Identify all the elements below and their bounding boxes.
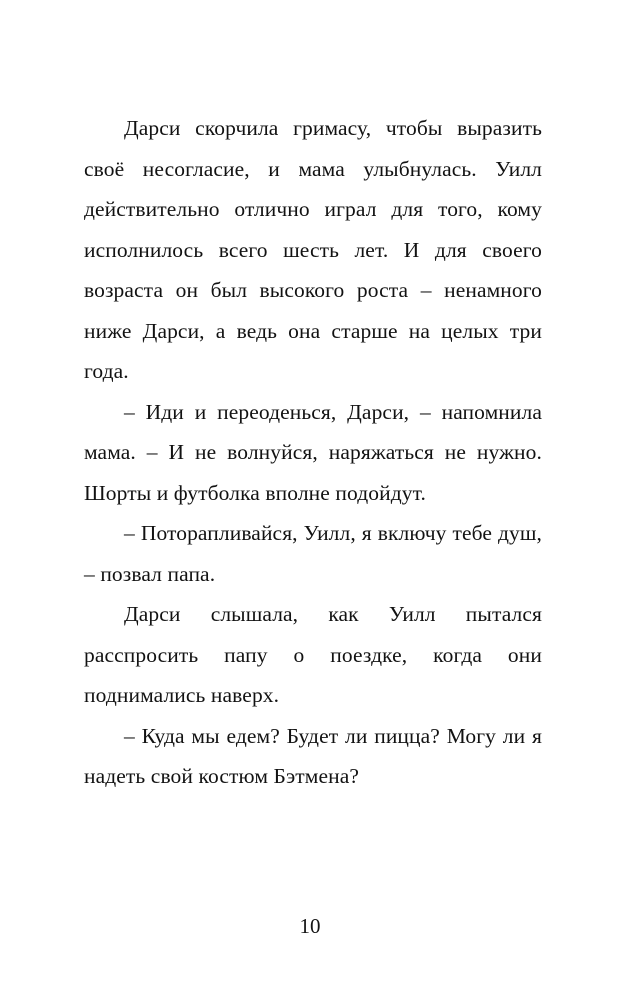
page-body xyxy=(84,108,542,797)
paragraph: Дарси скорчила гримасу, чтобы выразить своё несогласие, и мама улыбнулась. Уилл действительно отлично играл для того, кому исполнилось всего шесть лет. И для своего возраста он был высокого роста – ненамного ниже Дарси, а ведь она старше на целых три года. xyxy=(84,116,542,383)
page-number: 10 xyxy=(299,914,321,938)
paragraph: Дарси слышала, как Уилл пытался расспросить папу о поездке, когда они поднимались наверх. xyxy=(84,602,542,707)
paragraph: – Куда мы едем? Будет ли пицца? Могу ли я надеть свой костюм Бэтмена? xyxy=(84,723,542,788)
paragraph: – Поторапливайся, Уилл, я включу тебе душ, – позвал папа. xyxy=(84,521,542,586)
paragraph: – Иди и переоденься, Дарси, – напомнила мама. – И не волнуйся, наряжаться не нужно. Шорты и футболка вполне подойдут. xyxy=(84,399,542,505)
